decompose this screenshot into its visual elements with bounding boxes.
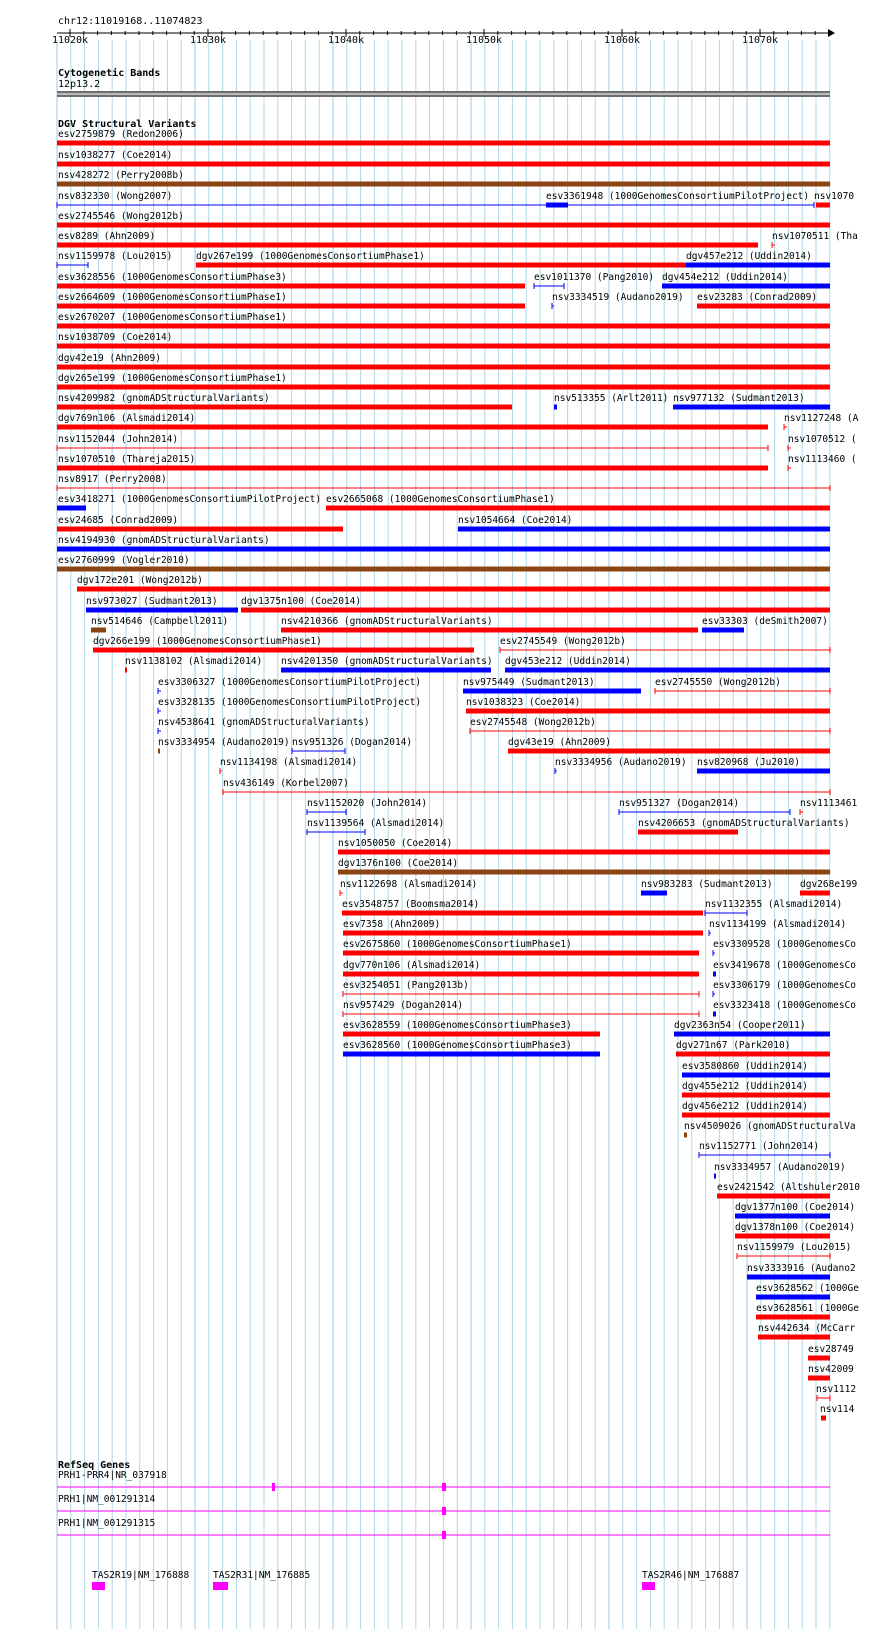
sv-feature[interactable] bbox=[717, 1182, 860, 1199]
sv-feature-bar[interactable] bbox=[57, 304, 525, 309]
sv-feature-label: esv2664609 (1000GenomesConsortiumPhase1) bbox=[58, 292, 287, 303]
sv-feature-label: nsv1132355 (Alsmadi2014) bbox=[705, 899, 843, 910]
sv-feature[interactable] bbox=[756, 1303, 859, 1320]
sv-feature-label: nsv951326 (Dogan2014) bbox=[292, 737, 413, 748]
sv-feature[interactable] bbox=[702, 616, 828, 633]
sv-feature-label: nsv428272 (Perry2008b) bbox=[58, 170, 184, 181]
sv-feature-bar[interactable] bbox=[57, 527, 343, 532]
sv-feature[interactable] bbox=[57, 434, 768, 451]
sv-feature-bar[interactable] bbox=[158, 749, 160, 754]
sv-feature-label: esv3628562 (1000Ge bbox=[756, 1283, 859, 1294]
sv-feature-bar[interactable] bbox=[57, 182, 830, 187]
cytoband-track-title: Cytogenetic Bands bbox=[58, 68, 161, 79]
sv-feature[interactable] bbox=[756, 1283, 859, 1300]
sv-feature-bar[interactable] bbox=[676, 1052, 830, 1057]
sv-feature-bar[interactable] bbox=[638, 830, 738, 835]
sv-feature-label: nsv514646 (Campbell2011) bbox=[91, 616, 229, 627]
sv-feature-bar[interactable] bbox=[77, 587, 830, 592]
sv-feature[interactable] bbox=[816, 1384, 856, 1401]
sv-feature[interactable] bbox=[343, 939, 699, 956]
sv-feature[interactable] bbox=[343, 960, 699, 977]
sv-feature[interactable] bbox=[682, 1081, 830, 1098]
sv-feature-label: esv2745548 (Wong2012b) bbox=[470, 717, 596, 728]
sv-feature-label: nsv1159979 (Lou2015) bbox=[737, 1242, 852, 1253]
sv-feature-label: nsv42009 bbox=[808, 1364, 854, 1375]
sv-feature-bar[interactable] bbox=[697, 769, 830, 774]
sv-feature[interactable] bbox=[534, 272, 654, 289]
sv-feature-label: esv8289 (Ahn2009) bbox=[58, 231, 156, 242]
sv-feature-label: nsv1159978 (Lou2015) bbox=[58, 251, 173, 262]
sv-feature[interactable] bbox=[57, 494, 321, 511]
sv-feature-label: esv3628556 (1000GenomesConsortiumPhase3) bbox=[58, 272, 287, 283]
sv-feature-bar[interactable] bbox=[713, 972, 716, 977]
sv-feature-label: nsv1152771 (John2014) bbox=[699, 1141, 820, 1152]
sv-feature-label: dgv456e212 (Uddin2014) bbox=[682, 1101, 808, 1112]
sv-feature-label: nsv1070510 (Thareja2015) bbox=[58, 454, 196, 465]
gene-feature[interactable] bbox=[642, 1570, 739, 1590]
sv-feature-bar[interactable] bbox=[57, 567, 830, 572]
sv-feature[interactable] bbox=[57, 292, 525, 309]
gene-label: TAS2R31|NM_176885 bbox=[213, 1570, 311, 1581]
sv-feature-bar[interactable] bbox=[57, 284, 525, 289]
sv-feature-label: dgv267e199 (1000GenomesConsortiumPhase1) bbox=[196, 251, 425, 262]
sv-feature-label: esv2421542 (Altshuler2010 bbox=[717, 1182, 860, 1193]
sv-feature-label: dgv1378n100 (Coe2014) bbox=[735, 1222, 856, 1233]
sv-feature-bar[interactable] bbox=[702, 628, 744, 633]
sv-feature[interactable] bbox=[682, 1101, 830, 1118]
sv-feature[interactable] bbox=[554, 393, 668, 410]
sv-feature[interactable] bbox=[784, 413, 859, 430]
sv-feature[interactable] bbox=[343, 1000, 699, 1017]
sv-feature-bar[interactable] bbox=[86, 608, 238, 613]
sv-feature[interactable] bbox=[619, 798, 790, 815]
sv-feature[interactable] bbox=[758, 1323, 856, 1340]
sv-feature-bar[interactable] bbox=[241, 608, 830, 613]
sv-feature[interactable] bbox=[338, 858, 830, 875]
sv-feature-bar[interactable] bbox=[808, 1356, 830, 1361]
gene-exon[interactable] bbox=[272, 1483, 275, 1491]
sv-feature-label: esv2745550 (Wong2012b) bbox=[655, 677, 781, 688]
sv-feature[interactable] bbox=[57, 231, 758, 248]
sv-feature[interactable] bbox=[713, 1000, 856, 1017]
sv-feature-bar[interactable] bbox=[686, 263, 830, 268]
sv-feature[interactable] bbox=[326, 494, 830, 511]
sv-feature-label: dgv769n106 (Alsmadi2014) bbox=[58, 413, 196, 424]
sv-feature-label: nsv1134199 (Alsmadi2014) bbox=[709, 919, 847, 930]
refseq-track-title: RefSeq Genes bbox=[58, 1460, 131, 1471]
sv-feature[interactable] bbox=[307, 818, 444, 835]
sv-feature-bar[interactable] bbox=[508, 749, 830, 754]
sv-feature-bar[interactable] bbox=[466, 709, 830, 714]
sv-feature-bar[interactable] bbox=[338, 850, 830, 855]
sv-feature-label: esv3419678 (1000GenomesCo bbox=[713, 960, 856, 971]
sv-feature-bar[interactable] bbox=[125, 668, 127, 673]
sv-feature-label: nsv436149 (Korbel2007) bbox=[223, 778, 349, 789]
sv-feature[interactable] bbox=[638, 818, 850, 835]
gene-exon[interactable] bbox=[442, 1531, 446, 1539]
sv-feature-bar[interactable] bbox=[800, 891, 830, 896]
sv-feature-label: nsv1070512 ( bbox=[788, 434, 857, 445]
sv-feature-label: nsv977132 (Sudmant2013) bbox=[673, 393, 805, 404]
sv-feature[interactable] bbox=[292, 737, 412, 754]
sv-feature[interactable] bbox=[713, 960, 856, 977]
ruler-title: chr12:11019168..11074823 bbox=[58, 16, 203, 27]
sv-feature-bar[interactable] bbox=[641, 891, 667, 896]
sv-feature-label: nsv832330 (Wong2007) bbox=[58, 191, 173, 202]
gene-exon[interactable] bbox=[442, 1507, 446, 1515]
sv-feature-bar[interactable] bbox=[682, 1073, 830, 1078]
sv-feature-label: dgv1376n100 (Coe2014) bbox=[338, 858, 459, 869]
sv-feature[interactable] bbox=[705, 899, 842, 916]
sv-feature[interactable] bbox=[241, 596, 830, 613]
sv-feature-label: nsv1070511 (Tha bbox=[772, 231, 858, 242]
sv-feature-bar[interactable] bbox=[57, 506, 86, 511]
gene-label: PRH1-PRR4|NR_037918 bbox=[58, 1470, 167, 1481]
sv-feature-bar[interactable] bbox=[93, 648, 474, 653]
sv-feature[interactable] bbox=[343, 1040, 600, 1057]
sv-feature-bar[interactable] bbox=[816, 203, 830, 208]
gene-label: PRH1|NM_001291315 bbox=[58, 1518, 156, 1529]
sv-feature-label: nsv1038709 (Coe2014) bbox=[58, 332, 173, 343]
sv-feature-label: dgv1377n100 (Coe2014) bbox=[735, 1202, 856, 1213]
sv-feature-label: nsv975449 (Sudmant2013) bbox=[463, 677, 595, 688]
sv-feature[interactable] bbox=[281, 656, 493, 673]
sv-feature[interactable] bbox=[699, 1141, 830, 1158]
sv-feature[interactable] bbox=[808, 1344, 854, 1361]
sv-feature-label: dgv2363n54 (Cooper2011) bbox=[674, 1020, 806, 1031]
sv-feature-label: nsv3334954 (Audano2019) bbox=[158, 737, 290, 748]
ruler-tick-label: 11020k bbox=[51, 35, 89, 46]
sv-feature[interactable] bbox=[57, 251, 172, 268]
sv-feature[interactable] bbox=[158, 697, 421, 714]
ruler-tick-label: 11070k bbox=[741, 35, 779, 46]
sv-feature[interactable] bbox=[788, 454, 857, 471]
sv-feature-label: nsv820968 (Ju2010) bbox=[697, 757, 800, 768]
gene-exon[interactable] bbox=[442, 1483, 446, 1491]
sv-feature-label: nsv3333916 (Audano2 bbox=[747, 1263, 856, 1274]
sv-feature[interactable] bbox=[682, 1061, 830, 1078]
sv-feature-label: nsv1113460 ( bbox=[788, 454, 857, 465]
sv-feature[interactable] bbox=[772, 231, 858, 248]
sv-feature-label: esv1011370 (Pang2010) bbox=[534, 272, 655, 283]
gene-exon[interactable] bbox=[642, 1582, 655, 1590]
sv-feature-label: nsv8917 (Perry2008) bbox=[58, 474, 167, 485]
sv-feature-bar[interactable] bbox=[747, 1275, 830, 1280]
sv-feature-bar[interactable] bbox=[684, 1133, 687, 1138]
sv-feature[interactable] bbox=[343, 919, 703, 936]
sv-feature-label: esv33303 (deSmith2007) bbox=[702, 616, 828, 627]
sv-feature-label: nsv1113461 bbox=[800, 798, 858, 809]
sv-feature-bar[interactable] bbox=[674, 1032, 830, 1037]
sv-feature[interactable] bbox=[93, 636, 474, 653]
sv-feature-label: nsv4509026 (gnomADStructuralVa bbox=[684, 1121, 856, 1132]
sv-feature-bar[interactable] bbox=[682, 1093, 830, 1098]
sv-feature-label: nsv1122698 (Alsmadi2014) bbox=[340, 879, 478, 890]
sv-feature-bar[interactable] bbox=[57, 162, 830, 167]
sv-feature-bar[interactable] bbox=[57, 365, 830, 370]
gene-label: TAS2R46|NM_176887 bbox=[642, 1570, 740, 1581]
sv-feature-label: dgv265e199 (1000GenomesConsortiumPhase1) bbox=[58, 373, 287, 384]
sv-feature-bar[interactable] bbox=[343, 972, 699, 977]
cytoband-label: 12p13.2 bbox=[58, 79, 101, 90]
sv-feature-label: nsv3334957 (Audano2019) bbox=[714, 1162, 846, 1173]
dgv-track[interactable] bbox=[57, 118, 860, 1421]
sv-feature-bar[interactable] bbox=[717, 1194, 830, 1199]
sv-feature[interactable] bbox=[500, 636, 830, 653]
sv-feature-label: dgv457e212 (Uddin2014) bbox=[686, 251, 812, 262]
sv-feature-label: esv2670207 (1000GenomesConsortiumPhase1) bbox=[58, 312, 287, 323]
sv-feature-bar[interactable] bbox=[343, 1052, 600, 1057]
sv-feature-bar[interactable] bbox=[758, 1335, 830, 1340]
sv-feature-label: esv3628560 (1000GenomesConsortiumPhase3) bbox=[343, 1040, 572, 1051]
sv-feature[interactable] bbox=[788, 434, 857, 451]
sv-feature-label: esv3580860 (Uddin2014) bbox=[682, 1061, 808, 1072]
sv-feature-label: nsv957429 (Dogan2014) bbox=[343, 1000, 464, 1011]
sv-feature-label: esv2759879 (Redon2006) bbox=[58, 129, 184, 140]
sv-feature[interactable] bbox=[655, 677, 830, 694]
sv-feature-label: nsv1134198 (Alsmadi2014) bbox=[220, 757, 358, 768]
sv-feature-label: dgv268e199 bbox=[800, 879, 858, 890]
sv-feature[interactable] bbox=[713, 939, 856, 956]
sv-feature[interactable] bbox=[662, 272, 830, 289]
sv-feature-label: nsv4538641 (gnomADStructuralVariants) bbox=[158, 717, 370, 728]
sv-feature[interactable] bbox=[800, 798, 857, 815]
sv-feature-label: nsv973027 (Sudmant2013) bbox=[86, 596, 218, 607]
sv-feature-label: nsv4210366 (gnomADStructuralVariants) bbox=[281, 616, 493, 627]
sv-feature-label: nsv1139564 (Alsmadi2014) bbox=[307, 818, 445, 829]
sv-feature[interactable] bbox=[57, 515, 343, 532]
sv-feature-label: nsv114 bbox=[820, 1404, 855, 1415]
sv-feature-label: esv3323418 (1000GenomesCo bbox=[713, 1000, 856, 1011]
sv-feature-bar[interactable] bbox=[57, 344, 830, 349]
sv-feature[interactable] bbox=[158, 677, 421, 694]
ruler-tick-label: 11040k bbox=[327, 35, 365, 46]
sv-feature-label: nsv1038323 (Coe2014) bbox=[466, 697, 581, 708]
sv-feature-label: esv3254051 (Pang2013b) bbox=[343, 980, 469, 991]
sv-feature-bar[interactable] bbox=[57, 141, 830, 146]
sv-feature[interactable] bbox=[220, 757, 357, 774]
sv-feature-bar[interactable] bbox=[463, 689, 641, 694]
sv-feature-bar[interactable] bbox=[57, 425, 768, 430]
sv-feature[interactable] bbox=[307, 798, 427, 815]
sv-feature-bar[interactable] bbox=[458, 527, 830, 532]
sv-feature-bar[interactable] bbox=[342, 911, 703, 916]
sv-feature-label: nsv1152020 (John2014) bbox=[307, 798, 428, 809]
sv-feature-label: nsv442634 (McCarr bbox=[758, 1323, 856, 1334]
sv-feature[interactable] bbox=[676, 1040, 830, 1057]
sv-feature[interactable] bbox=[57, 413, 768, 430]
sv-feature-label: dgv266e199 (1000GenomesConsortiumPhase1) bbox=[93, 636, 322, 647]
sv-feature[interactable] bbox=[820, 1404, 855, 1421]
sv-feature-label: nsv983283 (Sudmant2013) bbox=[641, 879, 773, 890]
sv-feature[interactable] bbox=[714, 1162, 846, 1179]
sv-feature[interactable] bbox=[158, 737, 290, 754]
sv-feature-label: dgv172e201 (Wong2012b) bbox=[77, 575, 203, 586]
sv-feature-label: esv3309528 (1000GenomesCo bbox=[713, 939, 856, 950]
sv-feature-label: dgv42e19 (Ahn2009) bbox=[58, 353, 161, 364]
sv-feature[interactable] bbox=[343, 980, 699, 997]
sv-feature-label: nsv1054664 (Coe2014) bbox=[458, 515, 573, 526]
sv-feature-bar[interactable] bbox=[281, 668, 491, 673]
gene-feature[interactable] bbox=[213, 1570, 310, 1590]
gene-label: PRH1|NM_001291314 bbox=[58, 1494, 156, 1505]
sv-feature-label: nsv1127248 (A bbox=[784, 413, 859, 424]
sv-feature-label: nsv1138102 (Alsmadi2014) bbox=[125, 656, 263, 667]
sv-feature-bar[interactable] bbox=[756, 1295, 830, 1300]
sv-feature-label: nsv1038277 (Coe2014) bbox=[58, 150, 173, 161]
sv-feature-label: esv3306327 (1000GenomesConsortiumPilotProject) bbox=[158, 677, 422, 688]
sv-feature[interactable] bbox=[342, 899, 703, 916]
sv-feature-bar[interactable] bbox=[91, 628, 106, 633]
sv-feature-label: esv3418271 (1000GenomesConsortiumPilotProject) bbox=[58, 494, 322, 505]
sv-feature[interactable] bbox=[91, 616, 228, 633]
sv-feature-label: esv23283 (Conrad2009) bbox=[697, 292, 818, 303]
sv-feature-bar[interactable] bbox=[714, 1174, 716, 1179]
sv-feature[interactable] bbox=[338, 838, 830, 855]
sv-feature[interactable] bbox=[814, 191, 854, 208]
sv-feature[interactable] bbox=[735, 1222, 855, 1239]
sv-feature-bar[interactable] bbox=[57, 547, 830, 552]
sv-feature-label: esv3328135 (1000GenomesConsortiumPilotProject) bbox=[158, 697, 422, 708]
gene-feature[interactable] bbox=[92, 1570, 190, 1590]
sv-feature-label: dgv453e212 (Uddin2014) bbox=[505, 656, 631, 667]
sv-feature[interactable] bbox=[463, 677, 641, 694]
sv-feature-bar[interactable] bbox=[326, 506, 830, 511]
sv-feature[interactable] bbox=[508, 737, 830, 754]
sv-feature-label: nsv3334956 (Audano2019) bbox=[555, 757, 687, 768]
sv-feature-bar[interactable] bbox=[343, 951, 699, 956]
sv-feature-bar[interactable] bbox=[756, 1315, 830, 1320]
sv-feature-label: esv7358 (Ahn2009) bbox=[343, 919, 441, 930]
sv-feature-label: esv3628561 (1000Ge bbox=[756, 1303, 859, 1314]
sv-feature[interactable] bbox=[57, 454, 768, 471]
sv-feature-bar[interactable] bbox=[57, 324, 830, 329]
sv-feature-label: nsv951327 (Dogan2014) bbox=[619, 798, 740, 809]
sv-feature-bar[interactable] bbox=[343, 1032, 600, 1037]
sv-feature-label: dgv1375n100 (Coe2014) bbox=[241, 596, 362, 607]
sv-feature-label: dgv455e212 (Uddin2014) bbox=[682, 1081, 808, 1092]
sv-feature-label: nsv1050050 (Coe2014) bbox=[338, 838, 453, 849]
sv-feature-bar[interactable] bbox=[343, 931, 703, 936]
sv-feature-label: esv2745549 (Wong2012b) bbox=[500, 636, 626, 647]
sv-feature-label: nsv513355 (Arlt2011) bbox=[554, 393, 669, 404]
gene-exon[interactable] bbox=[213, 1582, 228, 1590]
sv-feature-label: dgv454e212 (Uddin2014) bbox=[662, 272, 788, 283]
sv-feature-label: esv2745546 (Wong2012b) bbox=[58, 211, 184, 222]
sv-feature-label: nsv4201350 (gnomADStructuralVariants) bbox=[281, 656, 493, 667]
sv-feature-bar[interactable] bbox=[808, 1376, 830, 1381]
sv-feature[interactable] bbox=[737, 1242, 851, 1259]
sv-feature-bar[interactable] bbox=[281, 628, 698, 633]
sv-feature-bar[interactable] bbox=[821, 1416, 826, 1421]
sv-feature-bar[interactable] bbox=[697, 304, 830, 309]
sv-feature[interactable] bbox=[697, 292, 830, 309]
sv-feature[interactable] bbox=[86, 596, 238, 613]
sv-feature-bar[interactable] bbox=[682, 1113, 830, 1118]
sv-feature-bar[interactable] bbox=[57, 405, 512, 410]
sv-feature-label: esv2665068 (1000GenomesConsortiumPhase1) bbox=[326, 494, 555, 505]
sv-feature[interactable] bbox=[281, 616, 698, 633]
sv-feature-bar[interactable] bbox=[554, 405, 557, 410]
sv-feature-label: esv24685 (Conrad2009) bbox=[58, 515, 179, 526]
sv-feature-bar[interactable] bbox=[338, 870, 830, 875]
sv-feature[interactable] bbox=[747, 1263, 856, 1280]
sv-feature[interactable] bbox=[343, 1020, 600, 1037]
sv-feature-label: esv2675860 (1000GenomesConsortiumPhase1) bbox=[343, 939, 572, 950]
ruler-tick-label: 11030k bbox=[189, 35, 227, 46]
sv-feature-label: nsv1070 bbox=[814, 191, 855, 202]
sv-feature-bar[interactable] bbox=[57, 385, 830, 390]
sv-feature-label: dgv43e19 (Ahn2009) bbox=[508, 737, 611, 748]
sv-feature-label: esv3548757 (Boomsma2014) bbox=[342, 899, 480, 910]
sv-feature-bar[interactable] bbox=[57, 466, 768, 471]
sv-feature[interactable] bbox=[800, 879, 857, 896]
sv-feature-bar[interactable] bbox=[662, 284, 830, 289]
ruler-tick-label: 11050k bbox=[465, 35, 503, 46]
sv-feature-label: dgv271n67 (Park2010) bbox=[676, 1040, 791, 1051]
gene-exon[interactable] bbox=[92, 1582, 105, 1590]
sv-feature[interactable] bbox=[505, 656, 830, 673]
sv-feature-bar[interactable] bbox=[57, 223, 830, 228]
sv-feature-bar[interactable] bbox=[713, 1012, 716, 1017]
sv-feature[interactable] bbox=[57, 272, 525, 289]
sv-feature-label: esv3628559 (1000GenomesConsortiumPhase3) bbox=[343, 1020, 572, 1031]
sv-feature[interactable] bbox=[555, 757, 687, 774]
sv-feature-label: esv3361948 (1000GenomesConsortiumPilotProject) bbox=[546, 191, 810, 202]
sv-feature-label: dgv770n106 (Alsmadi2014) bbox=[343, 960, 481, 971]
sv-feature[interactable] bbox=[808, 1364, 854, 1381]
sv-feature-bar[interactable] bbox=[735, 1234, 830, 1239]
sv-feature[interactable] bbox=[77, 575, 830, 592]
sv-feature-label: nsv4209982 (gnomADStructuralVariants) bbox=[58, 393, 270, 404]
sv-feature[interactable] bbox=[125, 656, 262, 673]
sv-feature[interactable] bbox=[466, 697, 830, 714]
sv-feature-bar[interactable] bbox=[196, 263, 686, 268]
sv-feature-label: esv2760999 (Vogler2010) bbox=[58, 555, 190, 566]
sv-feature-label: nsv1112 bbox=[816, 1384, 857, 1395]
sv-feature-label: esv28749 bbox=[808, 1344, 854, 1355]
sv-feature[interactable] bbox=[735, 1202, 855, 1219]
dgv-features bbox=[57, 129, 860, 1421]
sv-feature[interactable] bbox=[709, 919, 846, 936]
sv-feature-label: nsv1152044 (John2014) bbox=[58, 434, 179, 445]
sv-feature-label: nsv3334519 (Audano2019) bbox=[552, 292, 684, 303]
ruler-tick-label: 11060k bbox=[603, 35, 641, 46]
sv-feature[interactable] bbox=[697, 757, 830, 774]
sv-feature-bar[interactable] bbox=[546, 203, 568, 208]
sv-feature-bar[interactable] bbox=[673, 405, 830, 410]
sv-feature[interactable] bbox=[713, 980, 856, 997]
sv-feature[interactable] bbox=[686, 251, 830, 268]
sv-feature-label: esv3306179 (1000GenomesCo bbox=[713, 980, 856, 991]
sv-feature[interactable] bbox=[196, 251, 686, 268]
sv-feature[interactable] bbox=[673, 393, 830, 410]
sv-feature-bar[interactable] bbox=[505, 668, 830, 673]
sv-feature[interactable] bbox=[641, 879, 773, 896]
sv-feature-label: nsv4194930 (gnomADStructuralVariants) bbox=[58, 535, 270, 546]
sv-feature-label: nsv4206653 (gnomADStructuralVariants) bbox=[638, 818, 850, 829]
sv-feature-bar[interactable] bbox=[735, 1214, 830, 1219]
dgv-track-title: DGV Structural Variants bbox=[58, 119, 197, 130]
sv-feature-bar[interactable] bbox=[57, 243, 758, 248]
sv-feature[interactable] bbox=[674, 1020, 830, 1037]
gene-label: TAS2R19|NM_176888 bbox=[92, 1570, 190, 1581]
